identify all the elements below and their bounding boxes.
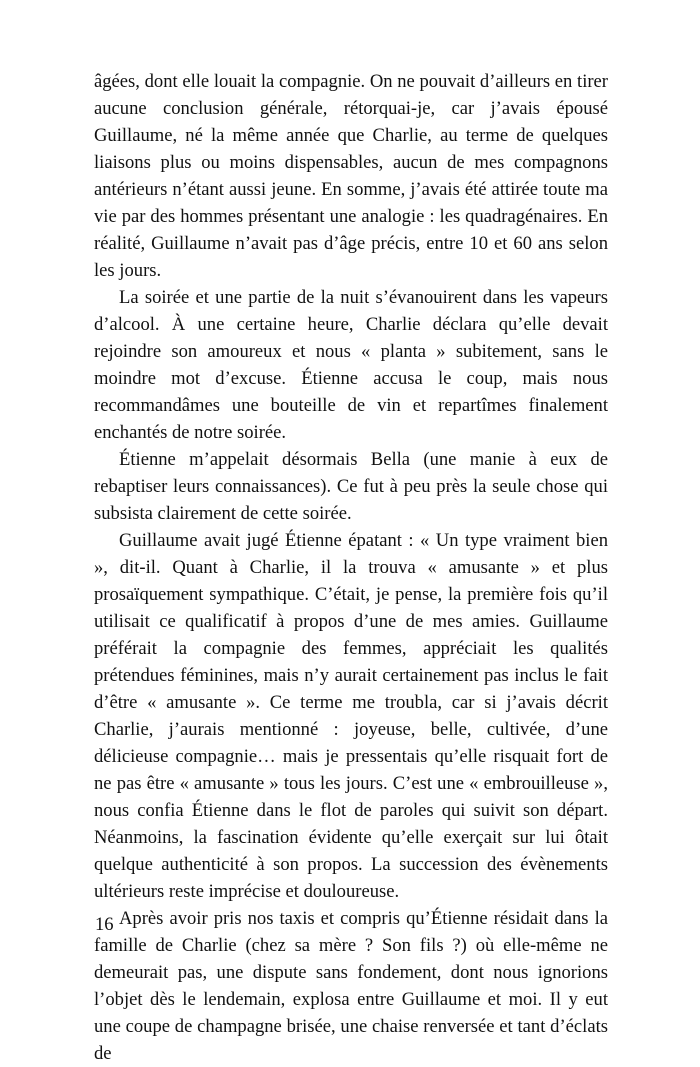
paragraph-2: La soirée et une partie de la nuit s’évanouirent dans les vapeurs d’alcool. À une certaine heure, Charlie déclara qu’elle devait rejoindre son amoureux et nous « planta » subitement, sans le moindre mot d’excuse. Étienne accusa le coup, mais nous recommandâmes une bouteille de vin et repartîmes finalement enchantés de notre soirée. [94, 287, 608, 443]
page-body [94, 68, 608, 1067]
paragraph-1: âgées, dont elle louait la compagnie. On ne pouvait d’ailleurs en tirer aucune conclusion générale, rétorquai-je, car j’avais épousé Guillaume, né la même année que Charlie, au terme de quelques liaisons plus ou moins dispensables, aucun de mes compagnons antérieurs n’étant aussi jeune. En somme, j’avais été attirée toute ma vie par des hommes présentant une analogie : les quadragénaires. En réalité, Guillaume n’avait pas d’âge précis, entre 10 et 60 ans selon les jours. [94, 71, 608, 281]
page-number: 16 [95, 914, 114, 935]
paragraph-5: Après avoir pris nos taxis et compris qu’Étienne résidait dans la famille de Charlie (chez sa mère ? Son fils ?) où elle-même ne demeurait pas, une dispute sans fondement, dont nous ignorions l’objet dès le lendemain, explosa entre Guillaume et moi. Il y eut une coupe de champagne brisée, une chaise renversée et tant d’éclats de [94, 908, 608, 1064]
paragraph-3: Étienne m’appelait désormais Bella (une manie à eux de rebaptiser leurs connaissances). Ce fut à peu près la seule chose qui subsista clairement de cette soirée. [94, 449, 608, 524]
paragraph-4: Guillaume avait jugé Étienne épatant : « Un type vraiment bien », dit-il. Quant à Charlie, il la trouva « amusante » et plus prosaïquement sympathique. C’était, je pense, la première fois qu’il utilisait ce qualificatif à propos d’une de mes amies. Guillaume préférait la compagnie des femmes, appréciait les qualités prétendues féminines, mais n’y aurait certainement pas inclus le fait d’être « amusante ». Ce terme me troubla, car si j’avais décrit Charlie, j’aurais mentionné : joyeuse, belle, cultivée, d’une délicieuse compagnie… mais je pressentais qu’elle risquait fort de ne pas être « amusante » tous les jours. C’est une « embrouilleuse », nous confia Étienne dans le flot de paroles qui suivit son départ. Néanmoins, la fascination évidente qu’elle exerçait sur lui ôtait quelque authenticité à son propos. La succession des évènements ultérieurs reste imprécise et douloureuse. [94, 530, 608, 902]
